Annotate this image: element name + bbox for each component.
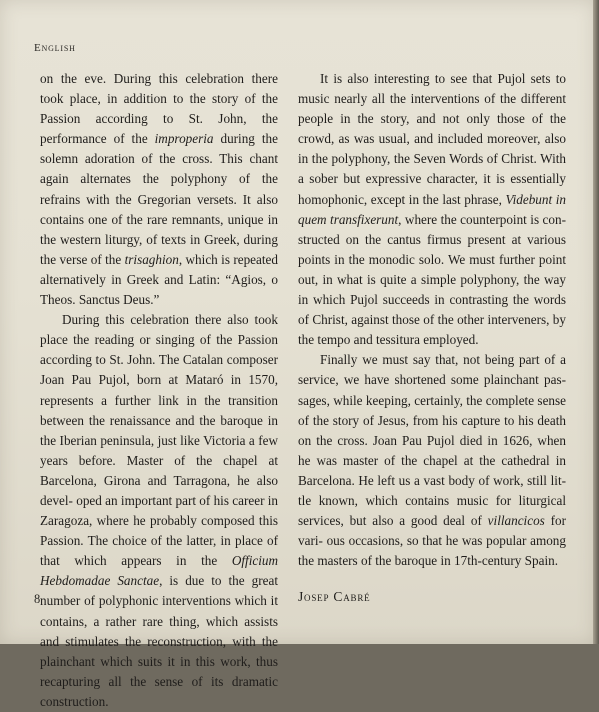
right-paragraph-2 (298, 350, 566, 571)
italic-term: villancicos (487, 513, 545, 529)
italic-quote: Videbunt in quem transfixerunt (298, 191, 567, 227)
text-run: Finally we must say that, not being part of a service, we have shortened some plainchant pas- sages, while keeping, certainly, the complete sense of the story of Jesus, from his capture to his death on the cross. Joan Pau Pujol died in 1626, when he was master of the chapel at the cathedral in Barcelona. He left us a vast body of work, still lit- tle known, which contains music for liturgical services, but also a good deal of (298, 352, 566, 529)
left-column (40, 69, 278, 712)
page-number: 8 (34, 592, 41, 606)
text-run: for vari- ous occasions, so that he was popular among the masters of the baroque in 17th-century Spain. (298, 513, 566, 569)
text-run: , where the counterpoint is con- structed on the cantus firmus present at various points in the monodic solo. We must further point out, in what is quite a simple polyphony, the way in which Pujol succeeds in contrasting the words of Christ, against those of the other interveners, by the tempo and tessitura employed. (298, 211, 566, 348)
italic-title: Officium Hebdomadae Sanctae (40, 553, 278, 589)
right-column (298, 69, 566, 607)
text-run: During this celebration there also took place the reading or singing of the Passion according to St. John. The Catalan composer Joan Pau Pujol, born at Mataró in 1570, represents a further link in the transition between the renaissance and the baroque in the Iberian peninsula, just like Victoria a few years before. Master of the chapel at Barcelona, Girona and Tarragona, he also devel- oped an important part of his career in Zaragoza, where he probably composed this Passion. The choice of the latter, in place of that which appears in the (40, 312, 279, 569)
page-edge-shadow (593, 0, 599, 644)
left-paragraph-2 (40, 310, 278, 712)
text-run: , which is repeated alternatively in Greek and Latin: “Agios, o Theos. Sanctus Deus.” (40, 251, 278, 308)
italic-term: improperia (154, 131, 214, 147)
left-paragraph-1 (40, 69, 278, 310)
section-label: English (34, 42, 76, 54)
text-run: , is due to the great number of polyphonic interventions which it contains, a rather rare thing, which assists and stimulates the reconstruction, with the plainchant which suits it in this work, thus recapturing all the sense of its dramatic construction. (40, 573, 279, 709)
text-run: during the solemn adoration of the cross. This chant again alternates the polyphony of the refrains with the Gregorian versets. It also contains one of the rare remnants, unique in the western liturgy, of texts in Greek, during the verse of the (40, 131, 278, 267)
text-run: on the eve. During this celebration there took place, in addition to the story of the Passion according to St. John, the performance of the (40, 71, 278, 147)
author-signature: Josep Cabré (298, 589, 371, 605)
right-paragraph-1 (298, 69, 566, 350)
text-run: It is also interesting to see that Pujol sets to music nearly all the interventions of the different people in the story, and not only those of the crowd, as was usual, and included moreover, also in the polyphony, the Seven Words of Christ. With a sober but expressive character, it is essentially homophonic, except in the last phrase, (298, 71, 566, 207)
italic-term: trisaghion (124, 251, 179, 267)
